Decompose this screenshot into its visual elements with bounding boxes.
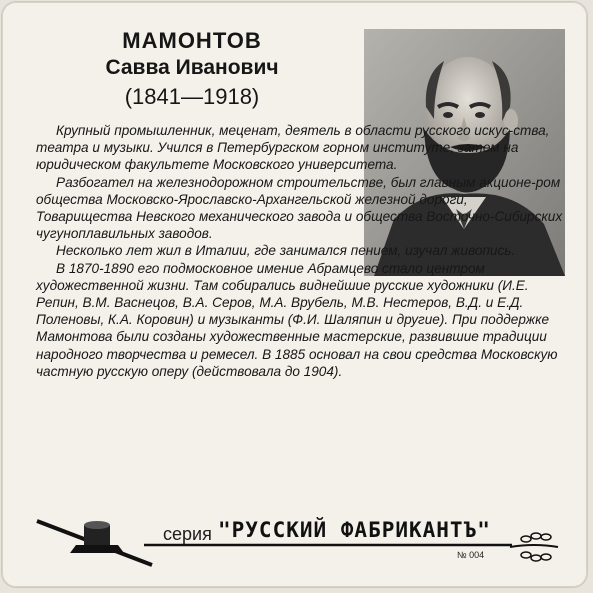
card-number: № 004 [457, 550, 485, 560]
series-footer [32, 507, 562, 567]
wheat-ears-icon [506, 525, 562, 565]
series-label: серия [163, 524, 212, 544]
surname-heading: МАМОНТОВ [122, 28, 262, 53]
bio-paragraph: Несколько лет жил в Италии, где занимался пением, изучал живопись. [56, 243, 516, 259]
bio-paragraph: В 1870-1890 его подмосковное имение Абрамцево стало центром художественной жизни. Там собирались виднейшие русские художники (И.Е. Репин, В.М. Васнецов, В.А. Серов, М.А. Врубель, М.В. Нестеров, В.Д. и Е.Д. Поленовы, К.А. Коровин) и музыканты (Ф.И. Шаляпин и другие). При поддержке Мамонтова были созданы художественные мастерские, развившие традиции народного творчества и ремесел. В 1885 основал на свои средства Московскую частную русскую оперу (действовала до 1904). [36, 260, 558, 379]
biography-text [36, 122, 566, 380]
bio-paragraph: Разбогател на железнодорожном строительстве, был главным акционе-ром общества Московско-Ярославско-Архангельской железной дороги, Товарищества Невского механического завода и общества Восточно-Сибирских чугуноплавильных заводов. [36, 174, 563, 242]
coaster-card [2, 2, 587, 587]
bio-paragraph: Крупный промышленник, меценат, деятель в области русского искус-ства, театра и музыки. Учился в Петербургском горном институте, затем на юридическом факультете Московского университета. [36, 123, 550, 173]
title-block [42, 28, 342, 110]
series-name: "РУССКИЙ ФАБРИКАНТЪ" [218, 518, 491, 542]
life-years: (1841—1918) [124, 84, 260, 109]
given-names-heading: Савва Иванович [105, 56, 279, 79]
